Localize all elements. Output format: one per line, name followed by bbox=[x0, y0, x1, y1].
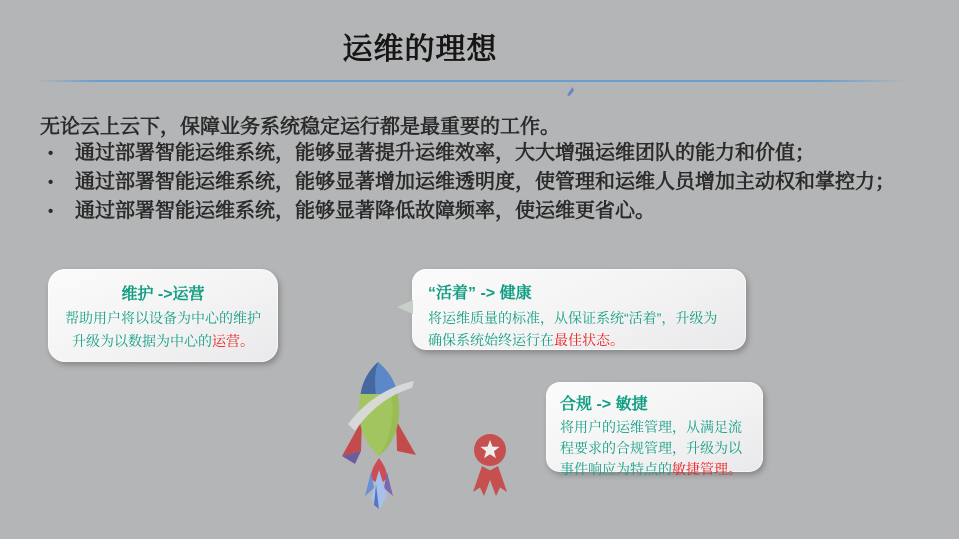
callout-body-line bbox=[560, 459, 763, 480]
cursor-mark-icon bbox=[566, 87, 575, 96]
bullet-text: 通过部署智能运维系统，能够显著提升运维效率，大大增强运维团队的能力和价值； bbox=[75, 142, 815, 164]
bullet-icon: • bbox=[48, 203, 54, 220]
callout-body-text: 确保系统始终运行在 bbox=[428, 332, 554, 348]
highlight-text: 最佳状态。 bbox=[554, 332, 624, 348]
bullet-list bbox=[48, 139, 895, 226]
callout-title: 维护 ->运营 bbox=[121, 286, 205, 303]
callout-card-compliance-to-agile bbox=[546, 382, 763, 477]
callout-title: “活着” -> 健康 bbox=[428, 285, 532, 302]
award-ribbon-icon bbox=[470, 432, 510, 498]
callout-body-line: 帮助用户将以设备为中心的维护 bbox=[65, 310, 261, 326]
bullet-icon: • bbox=[48, 145, 54, 162]
intro-text: 无论云上云下，保障业务系统稳定运行都是最重要的工作。 bbox=[40, 116, 560, 138]
bullet-text: 通过部署智能运维系统，能够显著增加运维透明度，使管理和运维人员增加主动权和掌控力； bbox=[75, 171, 895, 193]
callout-body-line: 将用户的运维管理，从满足流 bbox=[560, 419, 742, 435]
speech-bubble-tail bbox=[397, 300, 413, 314]
rocket-icon bbox=[338, 358, 422, 510]
page-title: 运维的理想 bbox=[342, 33, 498, 66]
callout-body-line bbox=[428, 329, 746, 351]
highlight-text: 运营。 bbox=[212, 333, 254, 349]
list-item bbox=[48, 139, 895, 168]
callout-body-line: 程要求的合规管理，升级为以 bbox=[560, 440, 742, 456]
bullet-icon: • bbox=[48, 174, 54, 191]
highlight-text: 敏捷管理。 bbox=[672, 461, 742, 477]
callout-card-alive-to-healthy bbox=[412, 269, 746, 350]
callout-body-line bbox=[48, 330, 278, 353]
title-divider bbox=[36, 80, 906, 82]
callout-card-maintenance-to-operation bbox=[48, 269, 278, 362]
callout-body-line: 将运维质量的标准，从保证系统“活着”，升级为 bbox=[428, 310, 718, 326]
list-item bbox=[48, 168, 895, 197]
callout-title: 合规 -> 敏捷 bbox=[560, 396, 648, 413]
callout-body-text: 升级为以数据为中心的 bbox=[72, 333, 212, 349]
list-item bbox=[48, 197, 895, 226]
bullet-text: 通过部署智能运维系统，能够显著降低故障频率，使运维更省心。 bbox=[75, 200, 655, 222]
callout-body-text: 事件响应为特点的 bbox=[560, 461, 672, 477]
